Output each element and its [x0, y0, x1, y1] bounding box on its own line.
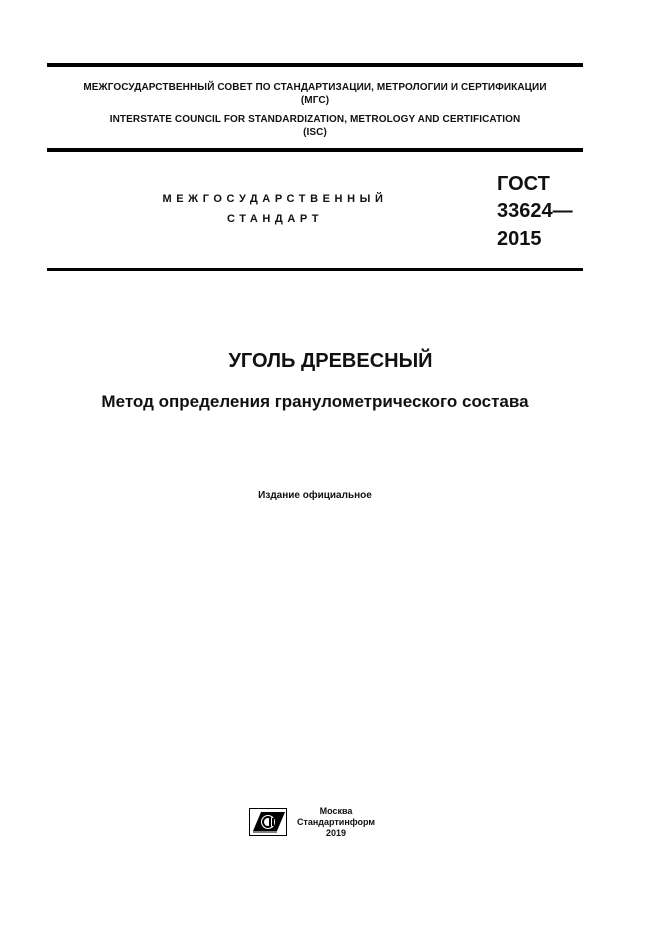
publisher-city: Москва — [319, 806, 353, 816]
gost-year: 2015 — [497, 228, 542, 250]
council-abbr-ru: (МГС) — [300, 95, 330, 106]
gost-prefix: ГОСТ — [497, 173, 550, 195]
standard-type-line2: СТАНДАРТ — [226, 213, 324, 225]
publisher-block — [296, 806, 376, 839]
council-name-en: INTERSTATE COUNCIL FOR STANDARDIZATION, METROLOGY AND CERTIFICATION — [109, 114, 521, 125]
standard-type-line1: МЕЖГОСУДАРСТВЕННЫЙ — [162, 193, 388, 205]
publisher-name: Стандартинформ — [296, 817, 376, 827]
document-subtitle: Метод определения гранулометрического состава — [101, 392, 529, 411]
bottom-rule — [47, 268, 583, 271]
top-rule — [47, 63, 583, 67]
gost-number: 33624— — [497, 200, 573, 222]
council-name-ru: МЕЖГОСУДАРСТВЕННЫЙ СОВЕТ ПО СТАНДАРТИЗАЦИИ, МЕТРОЛОГИИ И СЕРТИФИКАЦИИ — [83, 82, 547, 93]
document-title: УГОЛЬ ДРЕВЕСНЫЙ — [228, 350, 433, 372]
publisher-year: 2019 — [325, 828, 347, 838]
council-abbr-en: (ISC) — [303, 127, 327, 138]
middle-rule — [47, 148, 583, 152]
standartinform-logo-icon — [249, 808, 287, 836]
edition-note: Издание официальное — [258, 490, 372, 501]
